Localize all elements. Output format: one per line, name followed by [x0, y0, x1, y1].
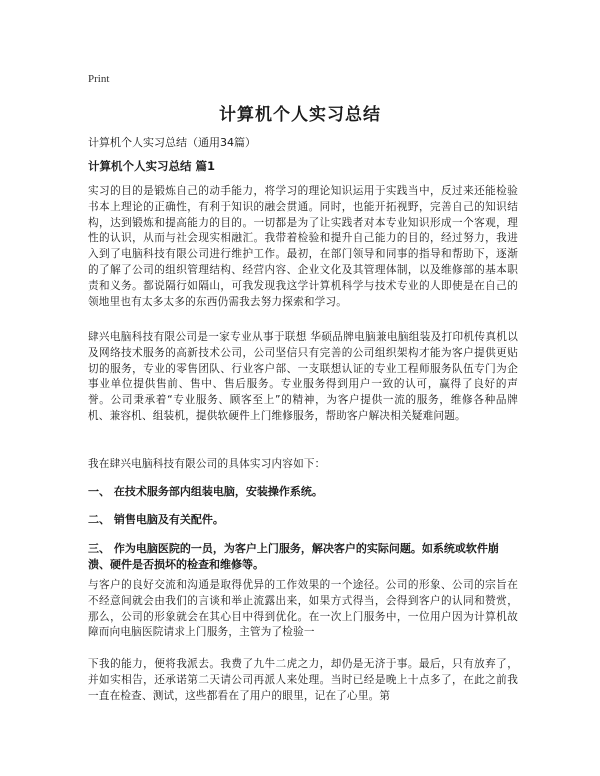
paragraph-3: 我在肆兴电脑科技有限公司的具体实习内容如下：	[88, 458, 326, 470]
document-subtitle: 计算机个人实习总结（通用34篇）	[88, 136, 256, 149]
paragraph-4: 与客户的良好交流和沟通是取得优异的工作效果的一个途径。公司的形象、公司的宗旨在不经意间就会由我们的言谈和举止流露出来，如果方式得当，会得到客户的认同和赞赏，那么，公司的形象就会在其心目中得到优化。在一次上门服务中，一位用户因为计算机故障而向电脑医院请求上门服务，主管为了检验一	[88, 579, 518, 639]
work-item-2: 二、 销售电脑及有关配件。	[88, 513, 224, 526]
paragraph-5: 下我的能力，便将我派去。我费了九牛二虎之力，却仍是无济于事。最后，只有放弃了，并如实相告，还承诺第二天请公司再派人来处理。当时已经是晚上十点多了，在此之前我一直在检查、测试，这些都看在了用户的眼里，记在了心里。第	[88, 658, 518, 702]
work-item-3: 三、 作为电脑医院的一员，为客户上门服务，解决客户的实际问题。如系统或软件崩溃、硬件是否损坏的检查和维修等。	[88, 542, 499, 571]
paragraph-2: 肆兴电脑科技有限公司是一家专业从事于联想 华硕品牌电脑兼电脑组装及打印机传真机以及网络技术服务的高新技术公司，公司坚信只有完善的公司组织架构才能为客户提供更贴切的服务，专业的零售团队、行业客户部、一支联想认证的专业工程师服务队伍专门为企事业单位提供售前、售中、售后服务。专业服务得到用户一致的认可，赢得了良好的声誉。公司秉承着“专业服务、顾客至上”的精神，为客户提供一流的服务，维修各种品牌机、兼容机、组装机，提供软硬件上门维修服务，帮助客户解决相关疑难问题。	[88, 331, 518, 422]
paragraph-1: 实习的目的是锻炼自己的动手能力，将学习的理论知识运用于实践当中，反过来还能检验书本上理论的正确性，有利于知识的融会贯通。同时，也能开拓视野，完善自己的知识结构，达到锻炼和提高能力的目的。一切都是为了让实践者对本专业知识形成一个客观，理性的认识，从而与社会现实相融汇。我带着检验和提升自己能力的目的，经过努力，我进入到了电脑科技有限公司进行维护工作。最初，在部门领导和同事的指导和帮助下，逐渐的了解了公司的组织管理结构、经营内容、企业文化及其管理体制，以及维修部的基本职责和义务。都说隔行如隔山，可我发现我这学计算机科学与技术专业的人即使是在自己的领地里也有太多太多的东西仍需我去努力探索和学习。	[88, 185, 518, 308]
section-heading: 计算机个人实习总结 篇1	[88, 159, 216, 173]
work-item-1: 一、 在技术服务部内组装电脑，安装操作系统。	[88, 485, 323, 498]
document-title: 计算机个人实习总结	[219, 105, 381, 125]
print-label: Print	[88, 73, 110, 85]
